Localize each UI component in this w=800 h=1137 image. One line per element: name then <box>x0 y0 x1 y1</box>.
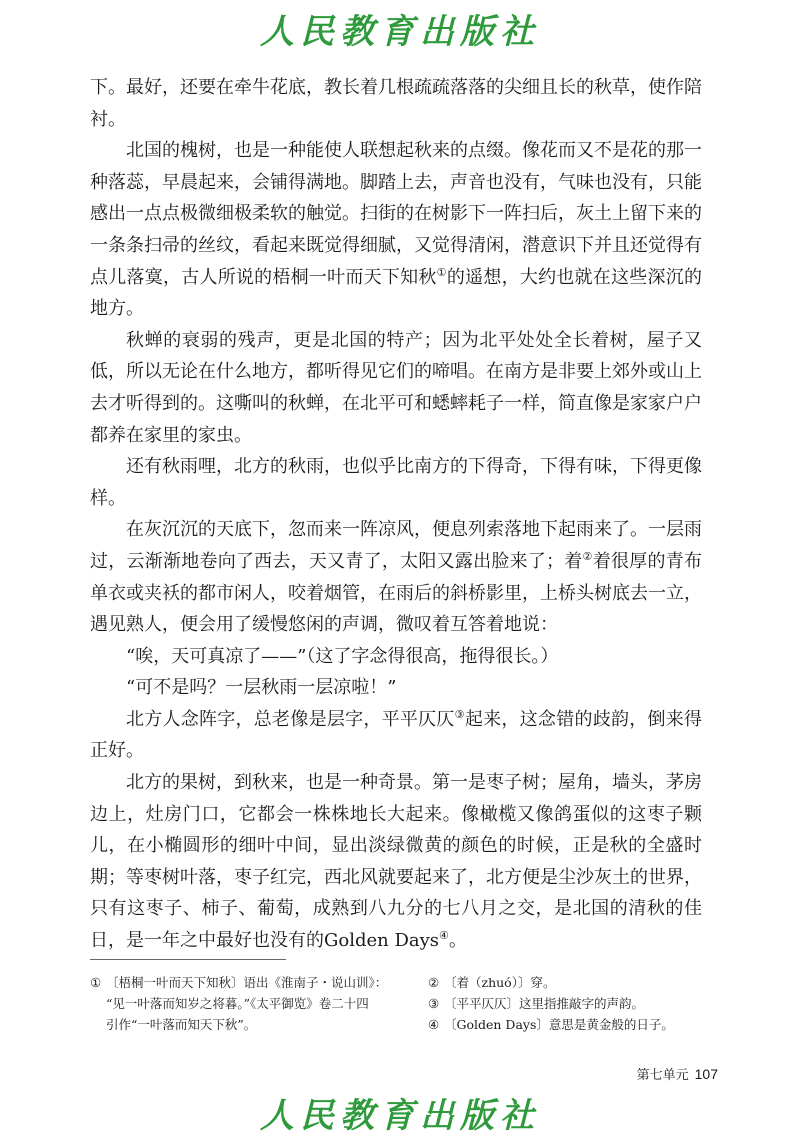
page-footer <box>0 1064 718 1083</box>
footnote-line: 〔平平仄仄〕这里指推敲字的声韵。 <box>444 996 645 1011</box>
footnote-mark: ③ <box>428 996 440 1011</box>
paragraph-text: 还有秋雨哩，北方的秋雨，也似乎比南方的下得奇，下得有味，下得更像样。 <box>90 456 702 509</box>
footnote-divider <box>90 959 286 960</box>
paragraph <box>90 72 702 135</box>
paragraph <box>90 767 702 957</box>
paragraph <box>90 325 702 451</box>
footnote-mark: ① <box>90 975 102 990</box>
footnote-line: 〔梧桐一叶而天下知秋〕语出《淮南子・说山训》： <box>106 975 388 990</box>
paragraph-text: “唉，天可真凉了——”（这了字念得很高，拖得很长。） <box>126 645 559 667</box>
paragraph-text: 秋蝉的衰弱的残声，更是北国的特产；因为北平处处全长着树，屋子又低，所以无论在什么地方，都听得见它们的啼唱。在南方是非要上郊外或山上去才听得到的。这嘶叫的秋蝉，在北平可和蟋蟀耗子一样，简直像是家家户户都养在家里的家虫。 <box>90 329 702 446</box>
publisher-logo-top: 人民教育出版社 <box>260 12 540 52</box>
paragraph <box>90 451 702 514</box>
footnotes-left-column <box>90 972 400 1035</box>
footnote <box>428 993 718 1014</box>
footnote-line: 引作“一叶落而知天下秋”。 <box>106 1017 257 1032</box>
footnote-mark: ② <box>428 975 440 990</box>
paragraph-text: 。 <box>449 930 468 952</box>
paragraph-text: 北方人念阵字，总老像是层字，平平仄仄 <box>126 708 455 730</box>
footnote-line: “见一叶落而知岁之将暮。”《太平御览》卷二十四 <box>106 996 369 1011</box>
footnote <box>428 1014 718 1035</box>
footnote <box>428 972 718 993</box>
paragraph-text: 在灰沉沉的天底下，忽而来一阵凉风，便息列索落地下起雨来了。一层雨过，云渐渐地卷向了西去，天又青了，太阳又露出脸来了；着 <box>90 519 702 572</box>
paragraph-text: “可不是吗？一层秋雨一层凉啦！” <box>126 677 397 699</box>
paragraph <box>90 514 702 640</box>
footnote-ref: ③ <box>454 707 465 721</box>
paragraph <box>90 641 702 673</box>
footnotes-right-column <box>428 972 718 1035</box>
paragraph-text: 起来，这念错的歧韵，倒来得正好。 <box>90 708 702 762</box>
paragraph-text: 北方的果树，到秋来，也是一种奇景。第一是枣子树；屋角，墙头，茅房边上，灶房门口，它都会一株株地长大起来。像橄榄又像鸽蛋似的这枣子颗儿，在小椭圆形的细叶中间，显出淡绿微黄的颜色的时候，正是秋的全盛时期；等枣树叶落，枣子红完，西北风就要起来了，北方便是尘沙灰土的世界，只有这枣子、柿子、葡萄，成熟到八九分的七八月之交，是北国的清秋的佳日，是一年之中最好也没有的Golden Days <box>90 772 702 952</box>
footnote-ref: ① <box>436 265 447 279</box>
paragraph <box>90 704 702 767</box>
footnote-ref: ④ <box>439 929 450 943</box>
paragraph-text: 北国的槐树，也是一种能使人联想起秋来的点缀。像花而又不是花的那一种落蕊，早晨起来，会铺得满地。脚踏上去，声音也没有，气味也没有，只能感出一点点极微细极柔软的触觉。扫街的在树影下一阵扫后，灰土上留下来的一条条扫帚的丝纹，看起来既觉得细腻，又觉得清闲，潜意识下并且还觉得有点儿落寞，古人所说的梧桐一叶而天下知秋 <box>90 140 702 288</box>
paragraph-text: 下。最好，还要在牵牛花底，教长着几根疏疏落落的尖细且长的秋草，使作陪衬。 <box>90 77 702 130</box>
footnote-mark: ④ <box>428 1017 440 1032</box>
paragraph <box>90 135 702 325</box>
page-number: 107 <box>694 1066 718 1082</box>
unit-label: 第七单元 <box>636 1068 689 1083</box>
footnote-line: 〔Golden Days〕意思是黄金般的日子。 <box>444 1017 674 1032</box>
paragraph-text: 的遥想，大约也就在这些深沉的地方。 <box>90 266 703 320</box>
body-text <box>90 72 702 957</box>
publisher-logo-bottom: 人民教育出版社 <box>260 1096 540 1136</box>
paragraph-text: 着很厚的青布单衣或夹袄的都市闲人，咬着烟管，在雨后的斜桥影里，上桥头树底去一立，遇见熟人，便会用了缓慢悠闲的声调，微叹着互答着地说： <box>90 550 702 636</box>
footnote-ref: ② <box>582 549 593 563</box>
footnote-line: 〔着（zhuó）〕穿。 <box>444 975 556 990</box>
paragraph <box>90 672 702 704</box>
footnote <box>90 972 400 1035</box>
